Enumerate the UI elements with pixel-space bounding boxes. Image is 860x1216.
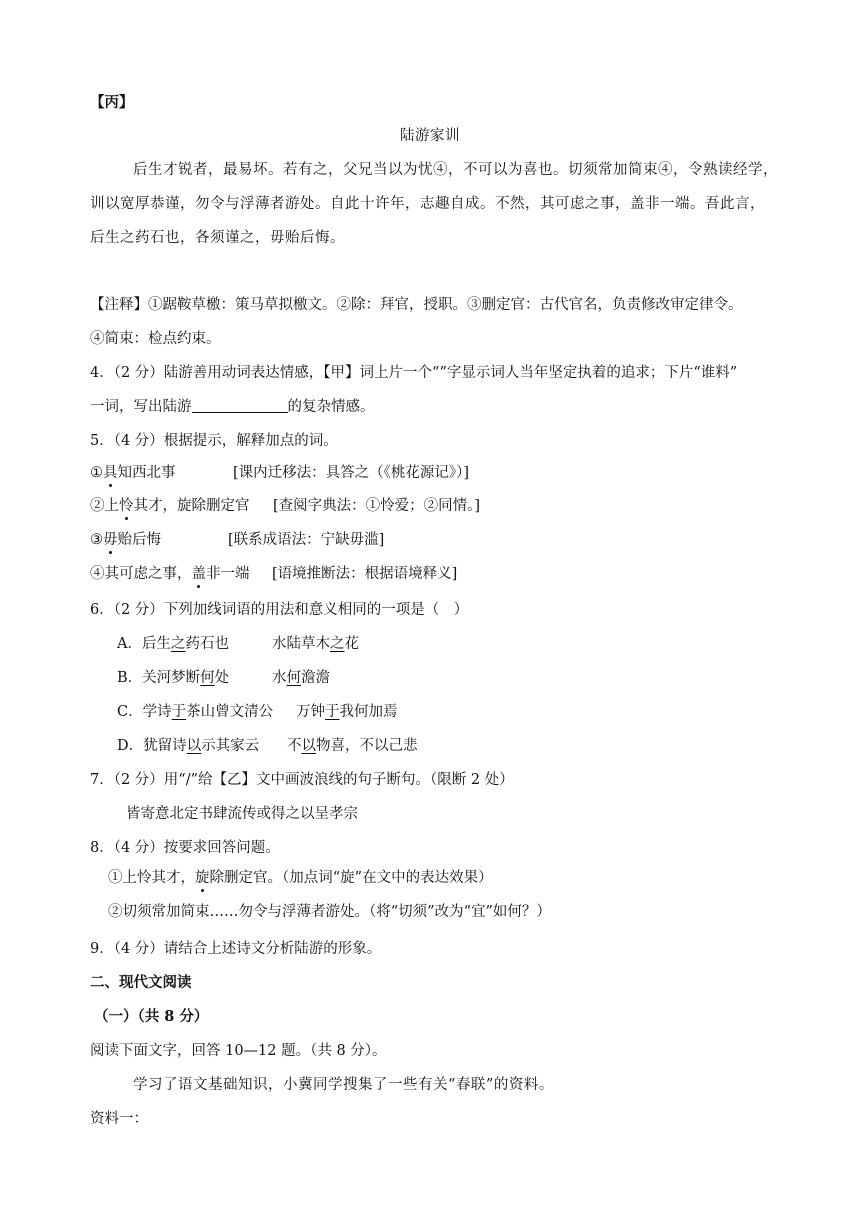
compare-text: 澹澹 — [301, 670, 330, 686]
modern-reading-paragraph: 学习了语文基础知识，小冀同学搜集了一些有关“春联”的资料。 — [133, 1077, 554, 1093]
question-8-item-1 — [108, 866, 493, 887]
underlined-word: 以 — [301, 738, 316, 754]
item-text: 其才，旋除删定官 — [133, 498, 250, 514]
question-5-hint-1: [课内迁移法：具答之（《桃花源记》）] — [233, 465, 470, 481]
question-5-hint-4: [语境推断法：根据语境释义] — [272, 566, 458, 582]
dotted-word: 怜 — [119, 494, 134, 515]
question-5-hint-2: [查阅字典法：①怜爱；②同情。] — [273, 498, 481, 514]
option-a-compare — [272, 632, 359, 653]
item-text: 贻后悔 — [117, 532, 161, 548]
underlined-word: 以 — [186, 738, 202, 754]
option-b[interactable] — [117, 666, 229, 687]
ziliao-label: 资料一： — [90, 1111, 148, 1127]
question-5-item-2 — [90, 494, 250, 515]
compare-text: 花 — [344, 636, 359, 652]
option-a-text: A．后生 — [117, 636, 171, 652]
modern-reading-intro: 阅读下面文字，回答 10—12 题。（共 8 分）。 — [90, 1043, 387, 1059]
option-c-compare — [296, 700, 398, 721]
underlined-word: 于 — [325, 704, 340, 720]
option-b-text: B．关河梦断 — [117, 670, 201, 686]
item-prefix: ③ — [90, 532, 103, 548]
item-text: 除删定官。（加点词“旋”在文中的表达效果） — [209, 870, 493, 886]
compare-text: 水陆草木 — [272, 636, 330, 652]
question-6-stem: 6．（2 分）下列加线词语的用法和意义相同的一项是（ ） — [90, 602, 469, 618]
option-d-text: D．犹留诗 — [117, 738, 187, 754]
jiaxun-title: 陆游家训 — [400, 128, 460, 144]
compare-text: 不 — [287, 738, 302, 754]
underlined-word: 之 — [330, 636, 345, 652]
option-d[interactable] — [117, 734, 259, 755]
item-prefix: ①上怜其才， — [108, 870, 195, 886]
option-a-text: 药石也 — [185, 636, 229, 652]
question-4-text-a: 一词，写出陆游 — [90, 399, 192, 415]
section-bing-label: 【丙】 — [90, 94, 134, 111]
compare-text: 水 — [272, 670, 287, 686]
question-5-item-4 — [90, 562, 250, 583]
question-9-stem: 9．（4 分）请结合上述诗文分析陆游的形象。 — [90, 941, 382, 957]
option-d-text: 示其家云 — [201, 738, 260, 754]
jiaxun-line-1: 后生才锐者，最易坏。若有之，父兄当以为忧④，不可以为喜也。切须常加简束④，令熟读经学， — [133, 162, 778, 178]
jiaxun-line-2: 训以宽厚恭谨，勿令与浮薄者游处。自此十许年，志趣自成。不然，其可虑之事，盖非一端。吾此言， — [90, 196, 765, 212]
question-5-stem: 5．（4 分）根据提示，解释加点的词。 — [90, 433, 338, 449]
question-7-stem: 7．（2 分）用“/”给【乙】文中画波浪线的句子断句。（限断 2 处） — [90, 772, 514, 788]
dotted-word: 毋 — [103, 528, 118, 549]
option-a[interactable] — [117, 632, 229, 653]
answer-blank[interactable] — [192, 398, 288, 413]
question-8-stem: 8．（4 分）按要求回答问题。 — [90, 840, 280, 856]
question-5-item-1 — [90, 461, 176, 482]
compare-text: 我何加焉 — [339, 704, 398, 720]
option-b-compare — [272, 666, 330, 687]
item-prefix: ②上 — [90, 498, 119, 514]
modern-reading-heading: 二、现代文阅读 — [90, 974, 192, 991]
notes-line-1: 【注释】①踞鞍草檄：策马草拟檄文。②除：拜官，授职。③删定官：古代官名，负责修改审定律令。 — [90, 297, 743, 313]
option-b-text: 处 — [214, 670, 230, 686]
option-c-text: C．学诗 — [117, 704, 172, 720]
item-prefix: ① — [90, 465, 103, 481]
option-c-text: 茶山曾文清公 — [186, 704, 274, 720]
compare-text: 万钟 — [296, 704, 325, 720]
notes-line-2: ④简束：检点约束。 — [90, 331, 221, 347]
dotted-word: 盖 — [192, 562, 207, 583]
underlined-word: 于 — [171, 704, 187, 720]
question-7-sentence: 皆寄意北定书肆流传或得之以呈孝宗 — [126, 806, 358, 822]
dotted-word: 具 — [103, 461, 118, 482]
jiaxun-line-3: 后生之药石也，各须谨之，毋贻后悔。 — [90, 230, 345, 246]
underlined-word: 何 — [200, 670, 215, 686]
question-8-item-2: ②切须常加简束……勿令与浮薄者游处。（将“切须”改为“宜”如何？） — [108, 904, 551, 920]
question-5-item-3 — [90, 528, 161, 549]
option-d-compare — [287, 734, 418, 755]
question-5-hint-3: [联系成语法：宁缺毋滥] — [228, 532, 385, 548]
item-text: 非一端 — [206, 566, 250, 582]
item-text: 知西北事 — [117, 465, 176, 481]
item-prefix: ④其可虑之事， — [90, 566, 192, 582]
dotted-word: 旋 — [195, 866, 210, 887]
option-c[interactable] — [117, 700, 273, 721]
underlined-word: 之 — [170, 636, 186, 652]
question-4-text-b: 的复杂情感。 — [287, 399, 375, 415]
compare-text: 物喜，不以己悲 — [316, 738, 418, 754]
modern-reading-subheading: （一）（共 8 分） — [94, 1008, 209, 1025]
underlined-word: 何 — [286, 670, 301, 686]
question-4-line-2 — [90, 395, 375, 416]
question-4-line-1: 4．（2 分）陆游善用动词表达情感，【甲】词上片一个“”字显示词人当年坚定执着的追求；下片“谁料” — [90, 365, 738, 381]
